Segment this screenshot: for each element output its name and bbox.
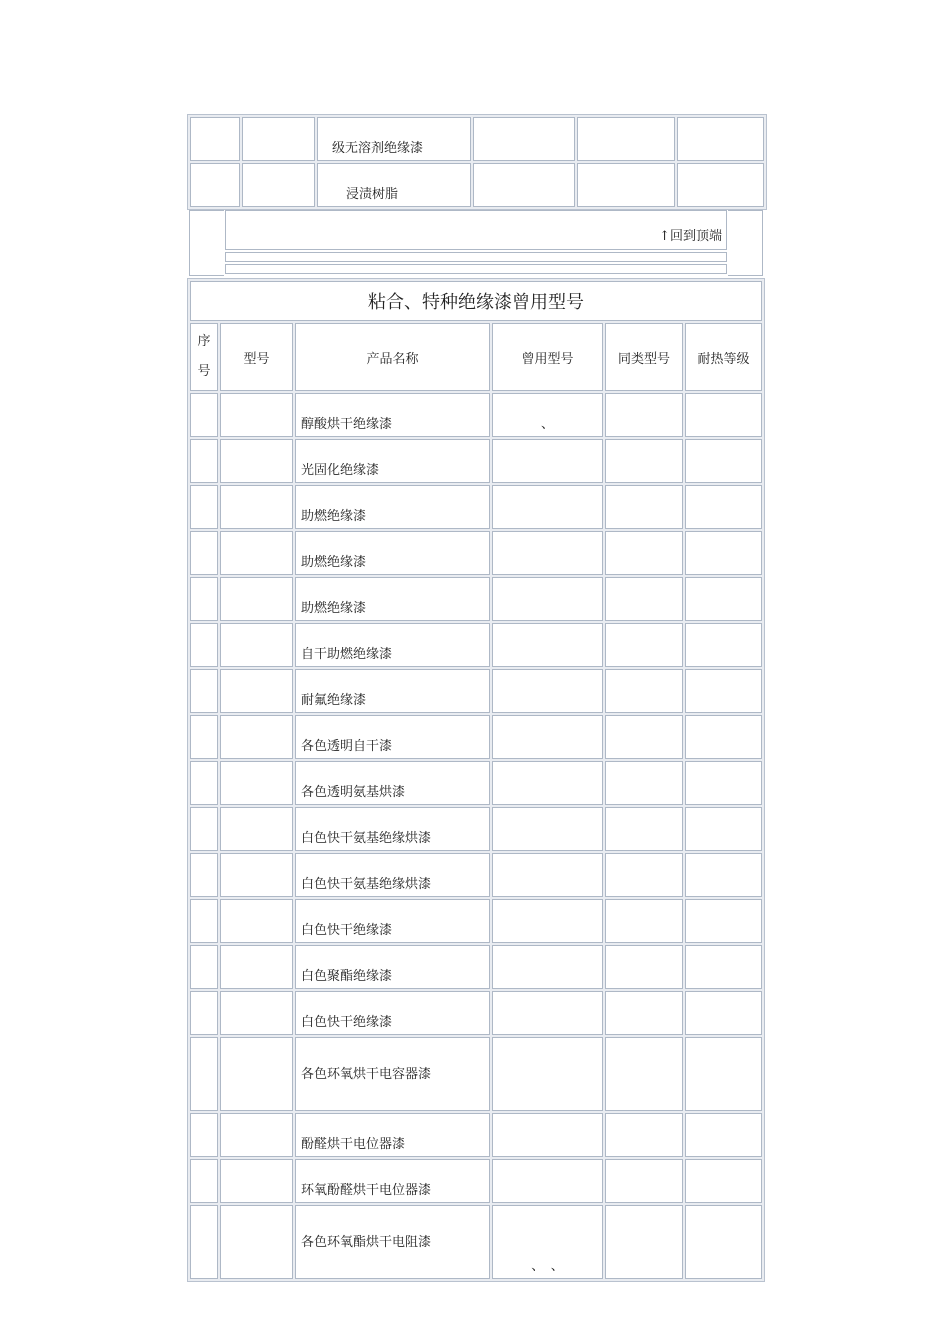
table-row [190,1205,762,1279]
former-model-cell [492,853,603,897]
header-seq-text: 序号 [197,334,211,379]
top-product-name: 浸渍树脂 [317,163,471,207]
heat-class-cell [685,991,762,1035]
product-name-cell: 白色快干绝缘漆 [295,899,490,943]
table-row [190,393,762,437]
table-title: 粘合、特种绝缘漆曾用型号 [190,281,762,321]
empty-cell [577,163,675,207]
former-model-cell [492,1159,603,1203]
table-row [190,623,762,667]
header-heat-class: 耐热等级 [685,323,762,391]
model-cell [220,991,293,1035]
empty-cell [473,163,575,207]
product-name-cell: 白色快干绝缘漆 [295,991,490,1035]
similar-model-cell [605,577,683,621]
model-cell [220,485,293,529]
top-table-row [190,163,764,207]
model-cell [220,577,293,621]
seq-cell [190,853,218,897]
header-product: 产品名称 [295,323,490,391]
former-model-cell: 、 、 [492,1205,603,1279]
nav-divider [225,264,727,274]
table-row [190,439,762,483]
seq-cell [190,1159,218,1203]
seq-cell [190,945,218,989]
similar-model-cell [605,531,683,575]
seq-cell [190,807,218,851]
model-cell [220,1113,293,1157]
nav-divider [225,252,727,262]
former-model-cell [492,1113,603,1157]
heat-class-cell [685,623,762,667]
former-model-cell [492,945,603,989]
top-table [187,114,767,210]
former-model-cell [492,531,603,575]
heat-class-cell [685,577,762,621]
heat-class-cell [685,393,762,437]
seq-cell [190,715,218,759]
former-model-cell: 、 [492,393,603,437]
nav-side-left [189,210,224,276]
empty-cell [677,117,764,161]
model-cell [220,761,293,805]
heat-class-cell [685,715,762,759]
former-model-cell [492,439,603,483]
empty-cell [242,117,315,161]
table-row [190,669,762,713]
header-model: 型号 [220,323,293,391]
product-name-cell: 环氧酚醛烘干电位器漆 [295,1159,490,1203]
seq-cell [190,1205,218,1279]
model-cell [220,899,293,943]
former-model-cell [492,669,603,713]
former-model-cell [492,485,603,529]
table-row [190,715,762,759]
seq-cell [190,531,218,575]
header-former-model: 曾用型号 [492,323,603,391]
similar-model-cell [605,623,683,667]
former-model-cell [492,807,603,851]
similar-model-cell [605,1113,683,1157]
top-table-row [190,117,764,161]
similar-model-cell [605,715,683,759]
product-name-cell: 各色环氧酯烘干电阻漆 [295,1205,490,1279]
table-row [190,899,762,943]
heat-class-cell [685,945,762,989]
heat-class-cell [685,1113,762,1157]
nav-bar [225,210,727,250]
former-model-cell [492,1037,603,1111]
nav-side-right [728,210,763,276]
product-name-cell: 光固化绝缘漆 [295,439,490,483]
former-model-cell [492,899,603,943]
similar-model-cell [605,991,683,1035]
similar-model-cell [605,761,683,805]
heat-class-cell [685,1205,762,1279]
table-row [190,577,762,621]
header-seq [190,323,218,391]
similar-model-cell [605,669,683,713]
heat-class-cell [685,899,762,943]
empty-cell [190,163,240,207]
table-row [190,991,762,1035]
empty-cell [190,117,240,161]
model-cell [220,1037,293,1111]
table-header-row [190,323,762,391]
table-row [190,1113,762,1157]
back-to-top-link[interactable]: ↑回到顶端 [659,229,722,244]
heat-class-cell [685,531,762,575]
table-row [190,853,762,897]
former-models-table [187,278,765,1282]
similar-model-cell [605,1037,683,1111]
model-cell [220,439,293,483]
product-name-cell: 白色快干氨基绝缘烘漆 [295,853,490,897]
empty-cell [677,163,764,207]
heat-class-cell [685,853,762,897]
seq-cell [190,623,218,667]
table-row [190,761,762,805]
product-name-cell: 酚醛烘干电位器漆 [295,1113,490,1157]
table-row [190,531,762,575]
product-name-cell: 自干助燃绝缘漆 [295,623,490,667]
model-cell [220,623,293,667]
model-cell [220,531,293,575]
product-name-cell: 各色透明自干漆 [295,715,490,759]
similar-model-cell [605,393,683,437]
document-body [187,114,765,1282]
similar-model-cell [605,485,683,529]
former-model-cell [492,761,603,805]
empty-cell [473,117,575,161]
product-name-cell: 各色透明氨基烘漆 [295,761,490,805]
heat-class-cell [685,439,762,483]
heat-class-cell [685,1159,762,1203]
similar-model-cell [605,1205,683,1279]
header-similar-model: 同类型号 [605,323,683,391]
heat-class-cell [685,761,762,805]
former-model-cell [492,577,603,621]
heat-class-cell [685,485,762,529]
seq-cell [190,669,218,713]
top-product-name: 级无溶剂绝缘漆 [317,117,471,161]
former-model-cell [492,991,603,1035]
heat-class-cell [685,807,762,851]
product-name-cell: 助燃绝缘漆 [295,577,490,621]
similar-model-cell [605,899,683,943]
similar-model-cell [605,807,683,851]
product-name-cell: 白色聚酯绝缘漆 [295,945,490,989]
similar-model-cell [605,439,683,483]
former-model-cell [492,715,603,759]
seq-cell [190,899,218,943]
product-name-cell: 助燃绝缘漆 [295,485,490,529]
seq-cell [190,485,218,529]
heat-class-cell [685,1037,762,1111]
heat-class-cell [685,669,762,713]
seq-cell [190,393,218,437]
nav-block [187,210,765,278]
product-name-cell: 醇酸烘干绝缘漆 [295,393,490,437]
empty-cell [577,117,675,161]
model-cell [220,853,293,897]
table-row [190,945,762,989]
former-model-cell [492,623,603,667]
similar-model-cell [605,945,683,989]
table-row [190,485,762,529]
seq-cell [190,761,218,805]
product-name-cell: 白色快干氨基绝缘烘漆 [295,807,490,851]
table-row [190,1159,762,1203]
seq-cell [190,577,218,621]
seq-cell [190,439,218,483]
seq-cell [190,1113,218,1157]
product-name-cell: 助燃绝缘漆 [295,531,490,575]
product-name-cell: 各色环氧烘干电容器漆 [295,1037,490,1111]
seq-cell [190,1037,218,1111]
table-row [190,807,762,851]
model-cell [220,945,293,989]
model-cell [220,807,293,851]
model-cell [220,715,293,759]
model-cell [220,1205,293,1279]
similar-model-cell [605,853,683,897]
model-cell [220,393,293,437]
table-row [190,1037,762,1111]
empty-cell [242,163,315,207]
similar-model-cell [605,1159,683,1203]
model-cell [220,1159,293,1203]
seq-cell [190,991,218,1035]
model-cell [220,669,293,713]
product-name-cell: 耐氟绝缘漆 [295,669,490,713]
